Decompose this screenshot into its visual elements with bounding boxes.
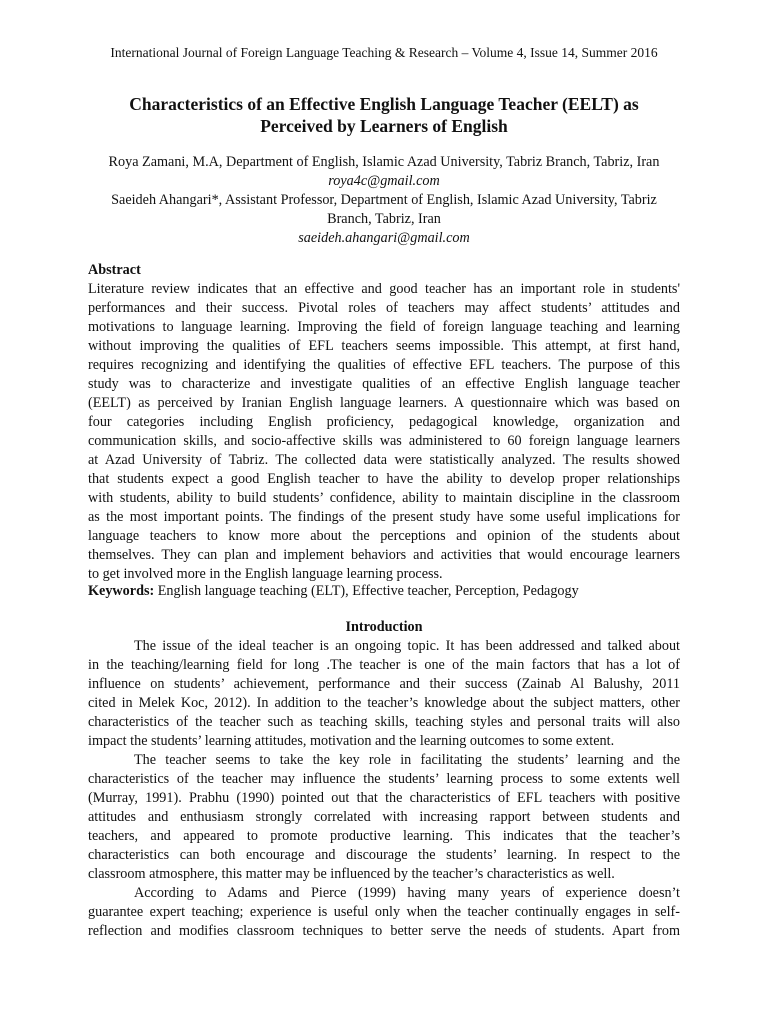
keywords-label: Keywords: (88, 583, 155, 599)
author-2-email: saeideh.ahangari@gmail.com (298, 230, 470, 246)
abstract-line: Literature review indicates that an effective and good teacher has an important role in students' (88, 281, 680, 297)
abstract-line: with students, ability to build students’ confidence, ability to maintain discipline in the classroom (88, 490, 680, 506)
introduction-line: influence on students’ achievement, performance and their success (Zainab Al Balushy, 2011 (88, 676, 680, 692)
abstract-line: language teachers to know more about the perceptions and opinion of the students about (88, 528, 680, 544)
author-block (88, 153, 680, 248)
author-1-email: roya4c@gmail.com (328, 173, 440, 189)
keywords-text: English language teaching (ELT), Effective teacher, Perception, Pedagogy (154, 583, 579, 599)
introduction-line: cited in Melek Koc, 2012). In addition to the teacher’s knowledge about the subject matters, other (88, 695, 680, 711)
introduction-heading: Introduction (345, 619, 423, 635)
abstract-line: themselves. They can plan and implement behaviors and activities that would encourage learners (88, 547, 680, 563)
abstract-line: at Azad University of Tabriz. The collected data were statistically analyzed. The results showed (88, 452, 680, 468)
introduction-line: The issue of the ideal teacher is an ongoing topic. It has been addressed and talked about (134, 638, 680, 654)
introduction-line: The teacher seems to take the key role in facilitating the students’ learning and the (134, 752, 680, 768)
introduction-line: classroom atmosphere, this matter may be influenced by the teacher’s characteristics as well. (88, 866, 615, 882)
introduction-line: (Murray, 1991). Prabhu (1990) pointed out that the characteristics of EFL teachers with positive (88, 790, 680, 806)
journal-running-header: International Journal of Foreign Language Teaching & Research – Volume 4, Issue 14, Summer 2016 (110, 45, 658, 60)
abstract-heading: Abstract (88, 262, 141, 278)
introduction-line: characteristics of the teacher such as teaching skills, teaching styles and personal traits will also (88, 714, 680, 730)
author-1-affiliation: Roya Zamani, M.A, Department of English, Islamic Azad University, Tabriz Branch, Tabriz, Iran (108, 154, 660, 170)
abstract-body (88, 280, 680, 584)
introduction-line: characteristics of the teacher may influence the students’ learning process to some extents well (88, 771, 680, 787)
introduction-line: characteristics can both encourage and discourage the students’ learning. In respect to the (88, 847, 680, 863)
abstract-line: study was to characterize and investigate qualities of an effective English language teacher (88, 376, 680, 392)
abstract-line: that students expect a good English teacher to have the ability to develop proper relationships (88, 471, 680, 487)
paper-title-line-2: Perceived by Learners of English (260, 116, 508, 136)
introduction-line: reflection and modifies classroom techniques to better serve the needs of students. Apart from (88, 923, 680, 939)
paper-title-line-1: Characteristics of an Effective English Language Teacher (EELT) as (129, 94, 639, 114)
abstract-line: motivations to language learning. Improving the field of foreign language teaching and learning (88, 319, 680, 335)
keywords-line (88, 582, 680, 601)
introduction-line: guarantee expert teaching; experience is useful only when the teacher continually engages in self- (88, 904, 680, 920)
abstract-line: communication skills, and socio-affective skills was administered to 60 foreign language learners (88, 433, 680, 449)
abstract-line: requires recognizing and identifying the qualities of effective EFL teachers. The purpose of this (88, 357, 680, 373)
introduction-line: teachers, and appeared to promote productive learning. This indicates that the teacher’s (88, 828, 680, 844)
abstract-line: without improving the qualities of EFL teachers seems impossible. This attempt, at first hand, (88, 338, 680, 354)
introduction-line: attitudes and enthusiasm strongly correlated with increasing rapport between students and (88, 809, 680, 825)
abstract-line: to get involved more in the English language learning process. (88, 566, 443, 582)
abstract-line: (EELT) as perceived by Iranian English language learners. A questionnaire which was based on (88, 395, 680, 411)
introduction-line: According to Adams and Pierce (1999) having many years of experience doesn’t (134, 885, 680, 901)
abstract-line: four categories including English proficiency, pedagogical knowledge, organization and (88, 414, 680, 430)
author-2-affiliation-line-2: Branch, Tabriz, Iran (327, 211, 441, 227)
abstract-line: performances and their success. Pivotal roles of teachers may affect students’ attitudes and (88, 300, 680, 316)
introduction-line: impact the students’ learning attitudes, motivation and the learning outcomes to some extent. (88, 733, 615, 749)
abstract-line: as the most important points. The findings of the present study have some useful implications for (88, 509, 680, 525)
introduction-body (88, 637, 680, 941)
introduction-line: in the teaching/learning field for long .The teacher is one of the main factors that has a lot of (88, 657, 680, 673)
author-2-affiliation-line-1: Saeideh Ahangari*, Assistant Professor, Department of English, Islamic Azad University, Tabriz (111, 192, 657, 208)
paper-title (80, 93, 688, 137)
